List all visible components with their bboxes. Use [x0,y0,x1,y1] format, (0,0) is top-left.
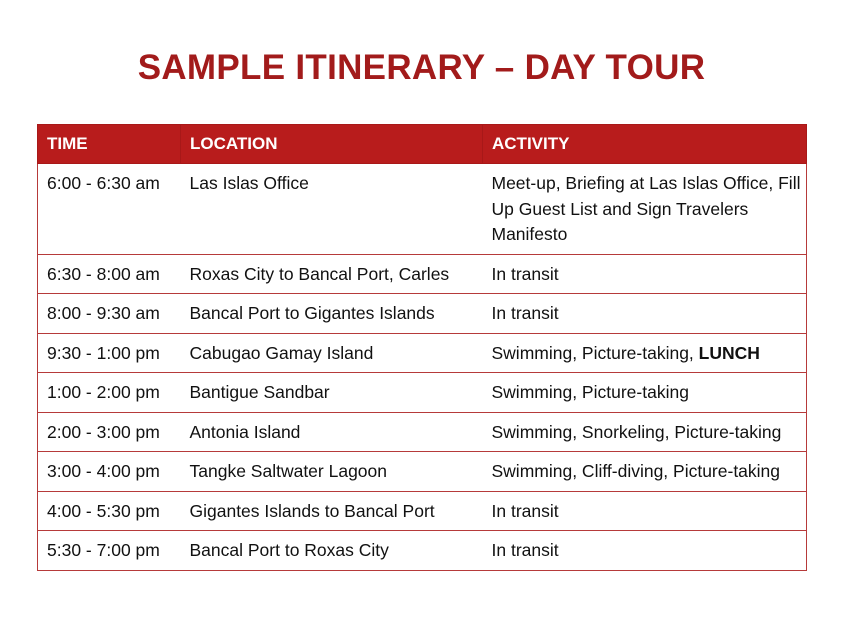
header-activity: ACTIVITY [483,125,807,164]
location-cell: Bancal Port to Roxas City [181,531,483,571]
activity-cell [483,333,807,373]
time-cell: 4:00 - 5:30 pm [38,491,181,531]
table-row [38,373,807,413]
time-cell: 2:00 - 3:00 pm [38,412,181,452]
table-row [38,452,807,492]
location-cell: Antonia Island [181,412,483,452]
time-cell: 3:00 - 4:00 pm [38,452,181,492]
activity-cell [483,294,807,334]
activity-cell [483,254,807,294]
activity-cell [483,164,807,255]
header-location: LOCATION [181,125,483,164]
table-header-row [38,125,807,164]
activity-cell [483,373,807,413]
location-cell: Las Islas Office [181,164,483,255]
location-cell: Roxas City to Bancal Port, Carles [181,254,483,294]
time-cell: 5:30 - 7:00 pm [38,531,181,571]
location-cell: Cabugao Gamay Island [181,333,483,373]
time-cell: 6:30 - 8:00 am [38,254,181,294]
header-time: TIME [38,125,181,164]
table-row [38,531,807,571]
activity-text: In transit [491,263,559,284]
table-row [38,164,807,255]
time-cell: 9:30 - 1:00 pm [38,333,181,373]
activity-text: Swimming, Snorkeling, Picture-taking [491,421,782,442]
time-cell: 6:00 - 6:30 am [38,164,181,255]
table-row [38,294,807,334]
activity-text: In transit [491,540,559,560]
activity-text: Swimming, Picture-taking, [491,342,699,363]
activity-text: In transit [491,500,559,521]
location-cell: Gigantes Islands to Bancal Port [181,491,483,531]
table-row [38,254,807,294]
location-cell: Bantigue Sandbar [181,373,483,413]
time-cell: 1:00 - 2:00 pm [38,373,181,413]
page-title: SAMPLE ITINERARY – DAY TOUR [137,48,706,87]
activity-cell [483,531,807,571]
activity-text: Swimming, Cliff-diving, Picture-taking [491,461,781,481]
location-cell: Tangke Saltwater Lagoon [181,452,483,492]
time-cell: 8:00 - 9:30 am [38,294,181,334]
activity-text: Meet-up, Briefing at Las Islas Office, Fill Up Guest List and Sign Travelers Manifesto [491,173,801,244]
activity-text: Swimming, Picture-taking [491,382,689,402]
activity-cell [483,491,807,531]
itinerary-table [37,124,807,571]
table-row [38,333,807,373]
activity-cell [483,452,807,492]
location-cell: Bancal Port to Gigantes Islands [181,294,483,334]
activity-bold-text: LUNCH [698,342,760,363]
activity-cell [483,412,807,452]
table-row [38,412,807,452]
table-row [38,491,807,531]
activity-text: In transit [491,303,559,323]
